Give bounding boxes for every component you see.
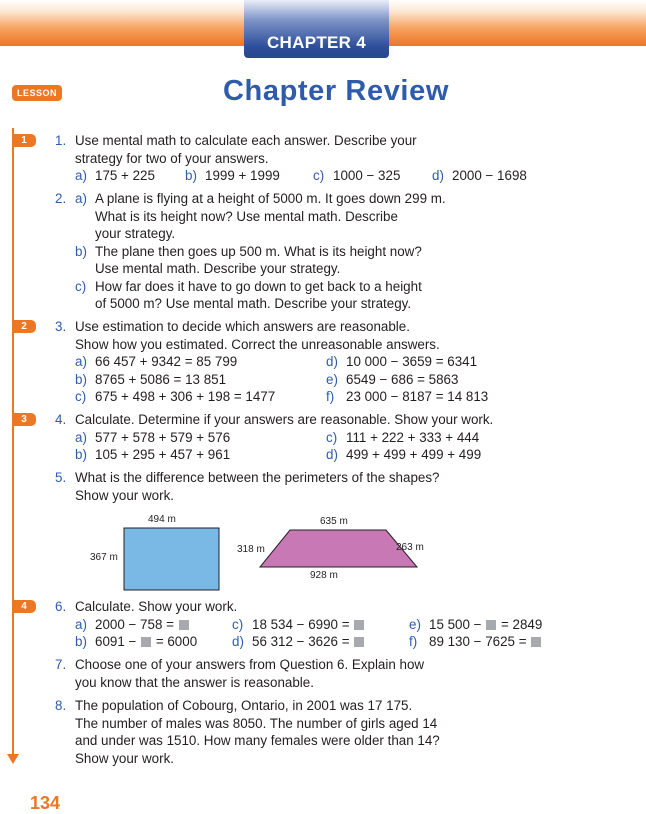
q1d-label: d) [432,168,444,183]
q6b-label: b) [75,634,87,649]
q4c-expr: 111 + 222 + 333 + 444 [346,430,480,445]
q7-text-2: you know that the answer is reasonable. [75,675,314,690]
q3e-label: e) [326,372,338,387]
q1b-label: b) [185,168,197,183]
q2a-text-3: your strategy. [95,226,176,241]
q7-text-1: Choose one of your answers from Question 6. Explain how [75,657,425,672]
q6e-label: e) [409,617,421,632]
q3-number: 3. [55,319,67,334]
q6-number: 6. [55,599,67,614]
blank-box [531,637,541,647]
q2b-text-1: The plane then goes up 500 m. What is its height now? [95,244,422,259]
q3d-label: d) [326,354,338,369]
blank-box [141,637,151,647]
q6b-expr: 6091 − = 6000 [95,634,198,649]
q3e-expr: 6549 − 686 = 5863 [346,372,459,387]
q6d-expr: 56 312 − 3626 = [252,633,365,651]
trap-bottom-label: 928 m [310,570,338,581]
blank-box [354,637,364,647]
q1-text-2: strategy for two of your answers. [75,151,269,166]
q2a-text-1: A plane is flying at a height of 5000 m. It goes down 299 m. [95,191,446,206]
q2-number: 2. [55,191,67,206]
q6d-label: d) [232,634,244,649]
lesson-badge-3: 3 [12,413,36,426]
q4-number: 4. [55,412,67,427]
q6a-expr: 2000 − 758 = [95,616,190,634]
trapezoid-shape [260,530,417,567]
blank-box [179,620,189,630]
q2c-label: c) [75,279,87,294]
q5-text-2: Show your work. [75,488,174,503]
q1a-label: a) [75,168,87,183]
q4c-label: c) [326,430,338,445]
q6f-label: f) [409,634,418,649]
q3f-label: f) [326,389,335,404]
page-title: Chapter Review [223,75,449,107]
q6f-expr: 89 130 − 7625 = [429,633,542,651]
q2b-text-2: Use mental math. Describe your strategy. [95,261,341,276]
q3b-label: b) [75,372,87,387]
lesson-badge-2: 2 [12,320,36,333]
q1d-expr: 2000 − 1698 [452,168,527,183]
q8-text-4: Show your work. [75,751,174,766]
q2c-text-2: of 5000 m? Use mental math. Describe your strategy. [95,296,412,311]
q3f-expr: 23 000 − 8187 = 14 813 [346,389,489,404]
q4a-expr: 577 + 578 + 579 + 576 [95,430,231,445]
q8-text-3: and under was 1510. How many females were older than 14? [75,733,440,748]
q3c-label: c) [75,389,87,404]
trap-left-label: 318 m [237,544,265,555]
q3d-expr: 10 000 − 3659 = 6341 [346,354,478,369]
q3-text-2: Show how you estimated. Correct the unreasonable answers. [75,337,440,352]
q1c-expr: 1000 − 325 [333,168,401,183]
q1b-expr: 1999 + 1999 [205,168,280,183]
q2a-label: a) [75,191,87,206]
q2b-label: b) [75,244,87,259]
blank-box [486,620,496,630]
q5-number: 5. [55,470,67,485]
q4-text-1: Calculate. Determine if your answers are reasonable. Show your work. [75,412,494,427]
q4d-expr: 499 + 499 + 499 + 499 [346,447,482,462]
rect-top-label: 494 m [148,514,176,525]
q4d-label: d) [326,447,338,462]
q6-text-1: Calculate. Show your work. [75,599,238,614]
lesson-badge-1: 1 [12,134,36,147]
q3a-expr: 66 457 + 9342 = 85 799 [95,354,238,369]
rectangle-shape [124,528,219,590]
q4b-expr: 105 + 295 + 457 + 961 [95,447,231,462]
q4b-label: b) [75,447,87,462]
q8-number: 8. [55,698,67,713]
q6a-label: a) [75,617,87,632]
q3a-label: a) [75,354,87,369]
q3c-expr: 675 + 498 + 306 + 198 = 1477 [95,389,276,404]
page-number: 134 [30,793,61,813]
lesson-tag: LESSON [12,85,62,101]
q6c-expr: 18 534 − 6990 = [252,616,365,634]
q4a-label: a) [75,430,87,445]
q1c-label: c) [313,168,325,183]
blank-box [354,620,364,630]
trap-right-label: 263 m [396,542,424,553]
q1-number: 1. [55,133,67,148]
q1a-expr: 175 + 225 [95,168,155,183]
q8-text-1: The population of Cobourg, Ontario, in 2001 was 17 175. [75,698,413,713]
q7-number: 7. [55,657,67,672]
q6e-expr: 15 500 − = 2849 [429,617,543,632]
q3-text-1: Use estimation to decide which answers are reasonable. [75,319,410,334]
q3b-expr: 8765 + 5086 = 13 851 [95,372,227,387]
trap-top-label: 635 m [320,516,348,527]
q2c-text-1: How far does it have to go down to get back to a height [95,279,422,294]
rect-side-label: 367 m [90,552,118,563]
q1-text-1: Use mental math to calculate each answer. Describe your [75,133,417,148]
q2a-text-2: What is its height now? Use mental math. Describe [95,209,398,224]
q6c-label: c) [232,617,244,632]
chapter-label: CHAPTER 4 [266,33,367,52]
lesson-badge-4: 4 [12,600,36,613]
q5-text-1: What is the difference between the perimeters of the shapes? [75,470,440,485]
q8-text-2: The number of males was 8050. The number of girls aged 14 [75,716,438,731]
